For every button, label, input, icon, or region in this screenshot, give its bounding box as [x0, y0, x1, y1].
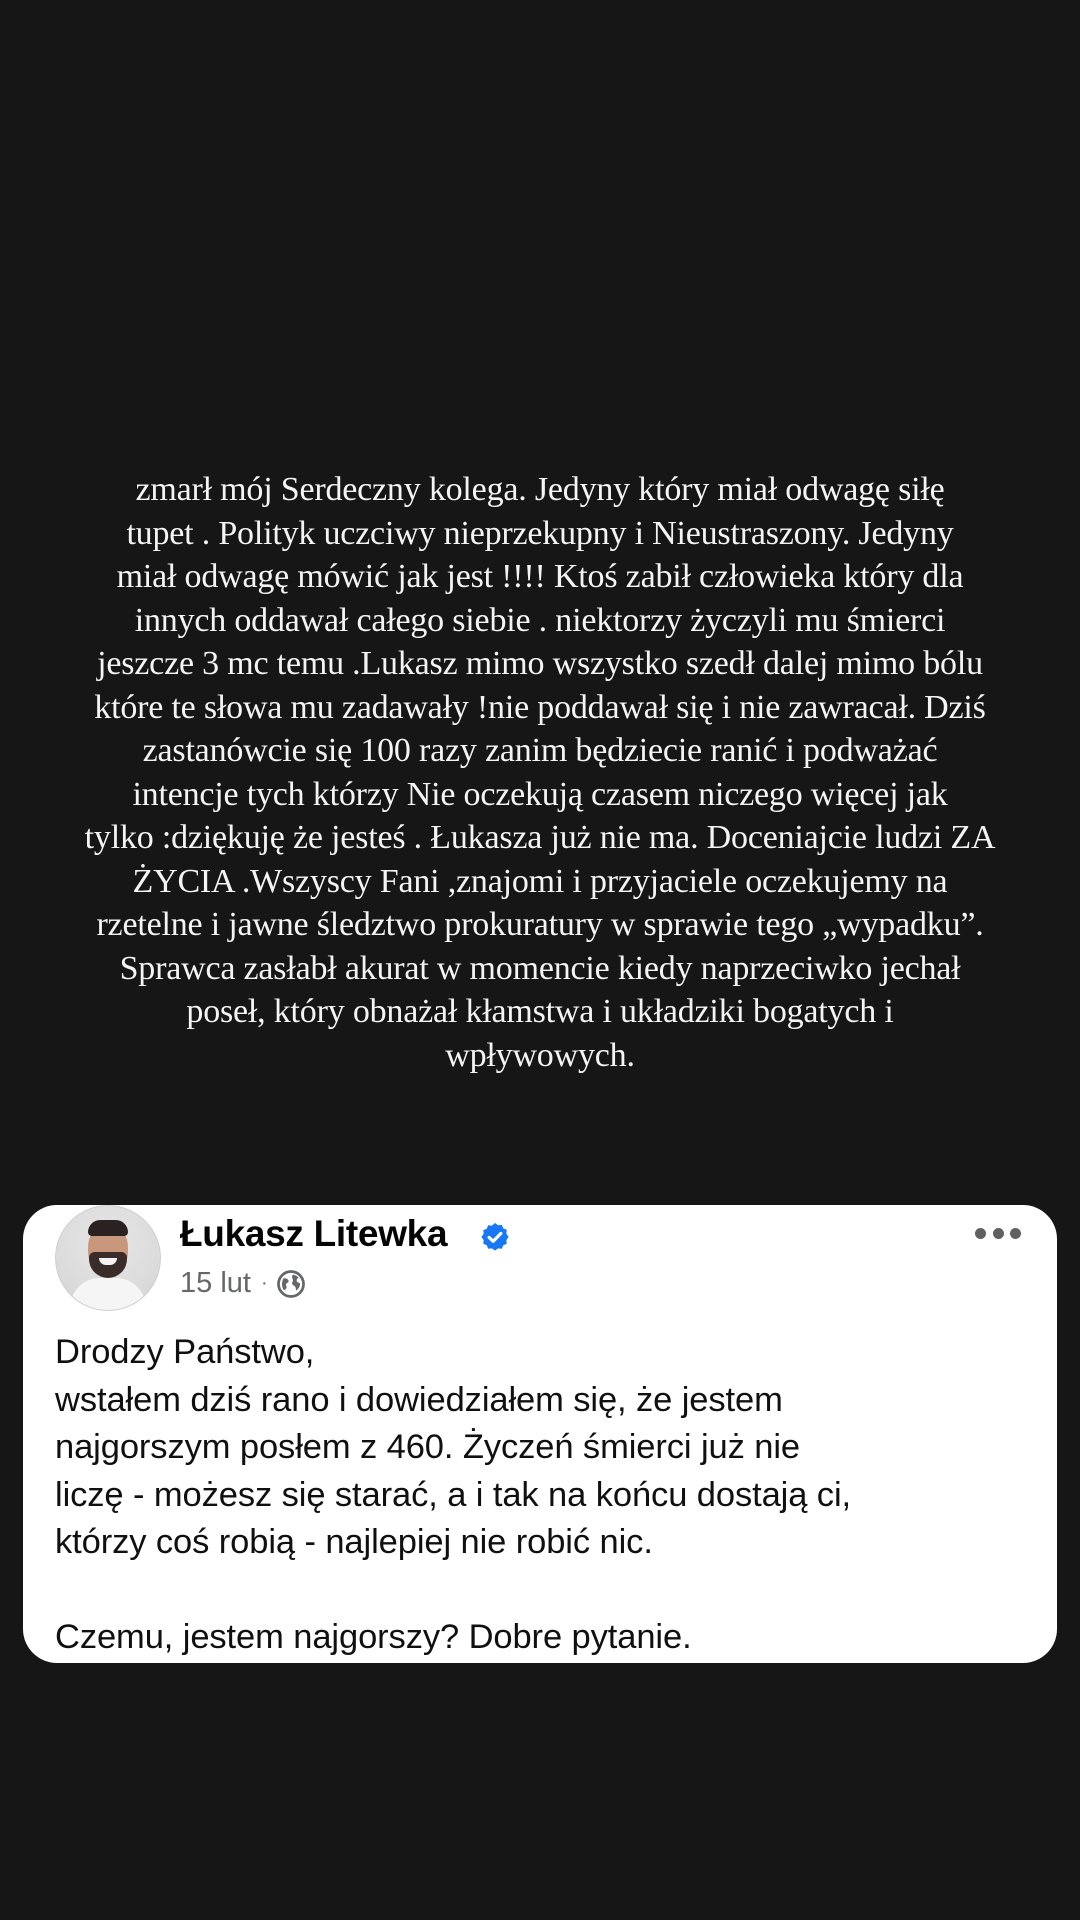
meta-separator: ·	[260, 1272, 268, 1294]
caption-line: tupet . Polityk uczciwy nieprzekupny i Nieustraszony. Jedyny	[126, 514, 954, 552]
caption-line: zmarł mój Serdeczny kolega. Jedyny który miał odwagę siłę	[135, 471, 945, 508]
caption-line: zastanówcie się 100 razy zanim będziecie ranić i podważać	[142, 732, 938, 769]
caption-line: tylko :dziękuję że jesteś . Łukasza już nie ma. Doceniajcie ludzi ZA	[84, 819, 996, 856]
post-body-line: liczę - możesz się starać, a i tak na końcu dostają ci,	[55, 1475, 852, 1514]
caption-line: które te słowa mu zadawały !nie poddawał się i nie zawracał. Dziś	[94, 688, 986, 726]
more-options-button[interactable]	[975, 1221, 1021, 1245]
author-name[interactable]: Łukasz Litewka	[180, 1213, 448, 1254]
more-options-icon	[1010, 1228, 1021, 1239]
post-body-line: najgorszym posłem z 460. Życzeń śmierci już nie	[55, 1428, 800, 1466]
caption-line: ŻYCIA .Wszyscy Fani ,znajomi i przyjaciele oczekujemy na	[132, 862, 948, 900]
more-options-icon	[993, 1228, 1004, 1239]
shared-post-card[interactable]	[23, 1205, 1057, 1663]
caption-line: Sprawca zasłabł akurat w momencie kiedy naprzeciwko jechał	[119, 949, 961, 987]
post-body-line: którzy coś robią - najlepiej nie robić nic.	[55, 1523, 653, 1561]
caption-line: poseł, który obnażał kłamstwa i układziki bogatych i	[186, 993, 894, 1030]
caption-line: miał odwagę mówić jak jest !!!! Ktoś zabił człowieka który dla	[116, 558, 964, 595]
globe-icon	[276, 1269, 306, 1299]
post-body-line: Czemu, jestem najgorszy? Dobre pytanie.	[55, 1618, 692, 1656]
author-avatar[interactable]	[55, 1205, 161, 1311]
caption-line: wpływowych.	[445, 1036, 635, 1074]
caption-line: rzetelne i jawne śledztwo prokuratury w sprawie tego „wypadku”.	[96, 906, 984, 943]
more-options-icon	[975, 1228, 986, 1239]
caption-line: intencje tych którzy Nie oczekują czasem niczego więcej jak	[132, 775, 948, 813]
post-meta	[180, 1267, 306, 1300]
post-body-line: Drodzy Państwo,	[55, 1333, 315, 1371]
avatar-beard	[89, 1252, 127, 1278]
post-body	[55, 1329, 1035, 1662]
story-caption	[0, 468, 1080, 1077]
caption-line: jeszcze 3 mc temu .Lukasz mimo wszystko szedł dalej mimo bólu	[97, 645, 983, 682]
avatar-hair	[88, 1220, 128, 1236]
caption-line: innych oddawał całego siebie . niektorzy życzyli mu śmierci	[134, 601, 946, 639]
avatar-shirt	[70, 1278, 146, 1311]
paragraph-break	[55, 1567, 1035, 1615]
post-body-line: wstałem dziś rano i dowiedziałem się, że jestem	[55, 1380, 783, 1419]
verified-badge-icon	[479, 1221, 511, 1253]
post-date[interactable]: 15 lut	[180, 1267, 251, 1299]
